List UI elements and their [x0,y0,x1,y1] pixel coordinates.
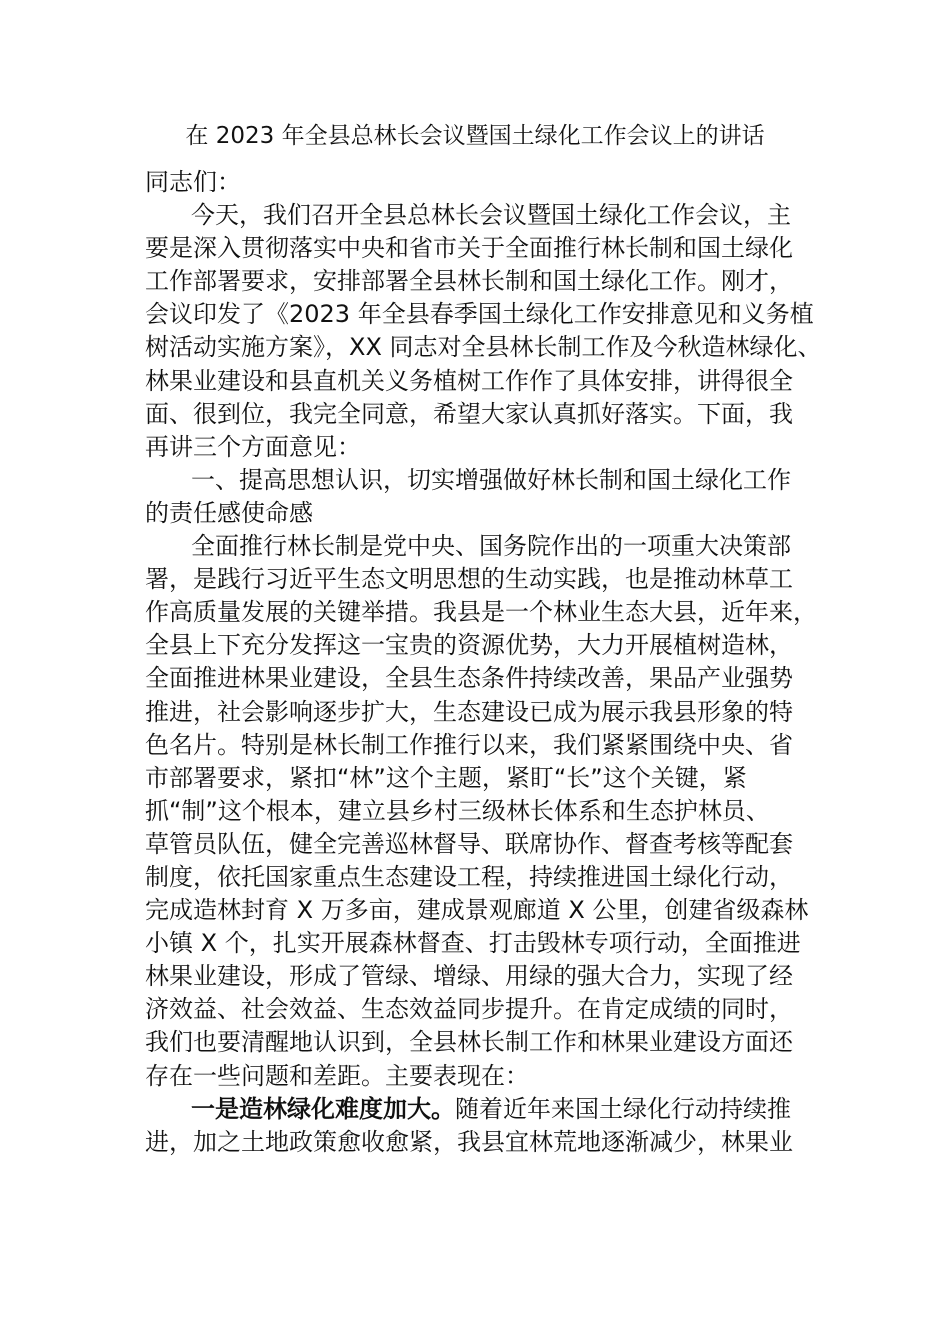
paragraph-line: 市部署要求，紧扣“林”这个主题，紧盯“长”这个关键，紧 [145,763,747,792]
paragraph-line: 再讲三个方面意见： [145,432,361,461]
speech-body [145,160,822,1159]
paragraph-line: 署，是践行习近平生态文明思想的生动实践，也是推动林草工 [145,565,793,594]
paragraph-line: 济效益、社会效益、生态效益同步提升。在肯定成绩的同时， [145,995,793,1024]
section-heading-line: 一、提高思想认识，切实增强做好林长制和国土绿化工作 [191,465,791,494]
paragraph-line: 全县上下充分发挥这一宝贵的资源优势，大力开展植树造林， [145,631,793,660]
paragraph-line: 作高质量发展的关键举措。我县是一个林业生态大县，近年来， [145,598,817,627]
paragraph-line: 林果业建设和县直机关义务植树工作作了具体安排，讲得很全 [145,366,793,395]
paragraph-line: 树活动实施方案》，XX 同志对全县林长制工作及今秋造林绿化、 [145,333,822,362]
paragraph-line: 小镇 X 个，扎实开展森林督查、打击毁林专项行动，全面推进 [145,929,801,958]
paragraph-line: 存在一些问题和差距。主要表现在： [145,1061,529,1090]
paragraph-line: 色名片。特别是林长制工作推行以来，我们紧紧围绕中央、省 [145,730,793,759]
paragraph-line: 全面推行林长制是党中央、国务院作出的一项重大决策部 [191,532,791,561]
paragraph-line: 我们也要清醒地认识到，全县林长制工作和林果业建设方面还 [145,1028,793,1057]
paragraph-line: 全面推进林果业建设，全县生态条件持续改善，果品产业强势 [145,664,793,693]
paragraph-line: 制度，依托国家重点生态建设工程，持续推进国土绿化行动， [145,862,793,891]
paragraph-line: 进，加之土地政策愈收愈紧，我县宜林荒地逐渐减少，林果业 [145,1127,793,1156]
paragraph-line: 面、很到位，我完全同意，希望大家认真抓好落实。下面，我 [145,399,793,428]
paragraph-line: 工作部署要求，安排部署全县林长制和国土绿化工作。刚才， [145,267,793,296]
paragraph-line: 完成造林封育 X 万多亩，建成景观廊道 X 公里，创建省级森林 [145,896,809,925]
paragraph-line: 要是深入贯彻落实中央和省市关于全面推行林长制和国土绿化 [145,234,793,263]
point-one-line [145,1093,807,1126]
paragraph-line: 林果业建设，形成了管绿、增绿、用绿的强大合力，实现了经 [145,962,793,991]
paragraph-line: 草管员队伍，健全完善巡林督导、联席协作、督查考核等配套 [145,829,793,858]
point-one-text: 随着近年来国土绿化行动持续推 [455,1094,791,1123]
paragraph-line: 今天，我们召开全县总林长会议暨国土绿化工作会议，主 [191,201,791,230]
salutation: 同志们： [145,168,241,196]
paragraph-line: 会议印发了《2023 年全县春季国土绿化工作安排意见和义务植 [145,300,814,329]
paragraph-line: 抓“制”这个根本，建立县乡村三级林长体系和生态护林员、 [145,796,770,825]
point-one-lead: 一是造林绿化难度加大。 [191,1094,455,1123]
section-heading-line: 的责任感使命感 [145,498,313,527]
paragraph-line: 推进，社会影响逐步扩大，生态建设已成为展示我县形象的特 [145,697,793,726]
page-title: 在 2023 年全县总林长会议暨国土绿化工作会议上的讲话 [185,123,765,149]
